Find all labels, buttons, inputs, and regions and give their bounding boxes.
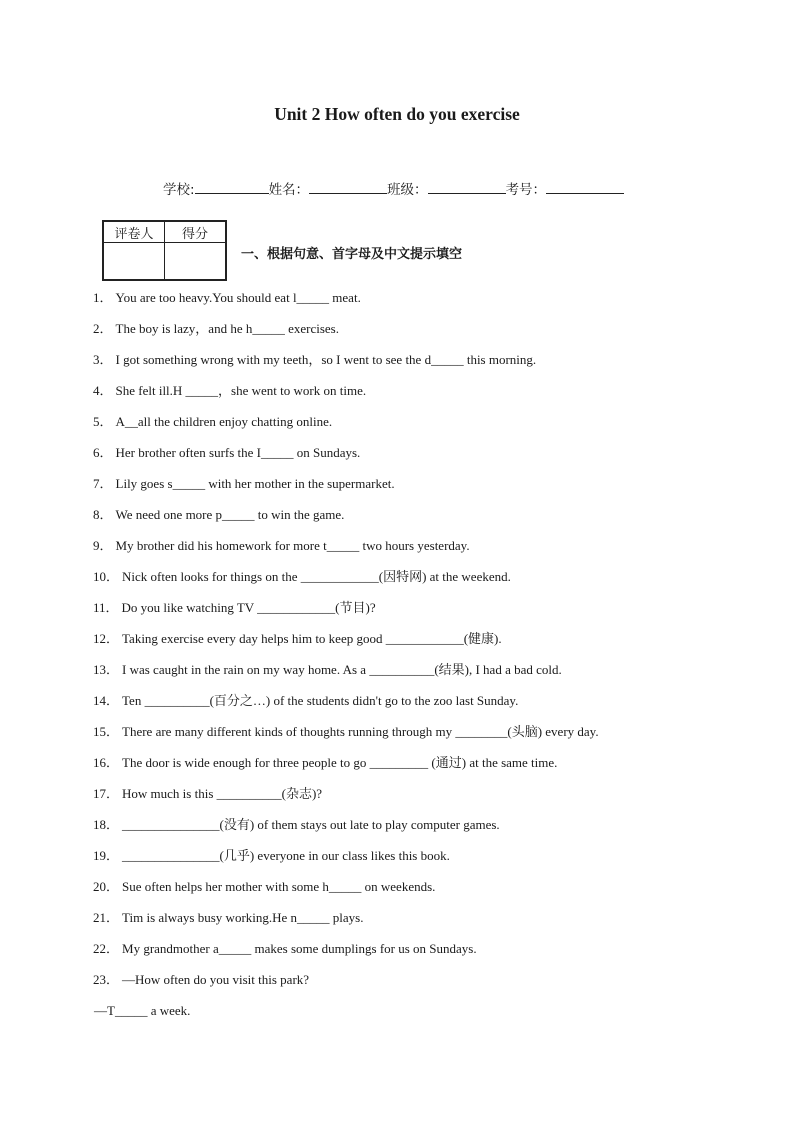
- question-text: Taking exercise every day helps him to keep good ____________(健康).: [122, 631, 502, 646]
- grader-header: 评卷人: [103, 221, 165, 243]
- question-item: [93, 507, 753, 538]
- score-header: 得分: [165, 221, 227, 243]
- name-blank: [309, 181, 387, 194]
- question-number: 6．: [93, 445, 113, 460]
- question-text: My grandmother a_____ makes some dumplings for us on Sundays.: [122, 941, 477, 956]
- question-number: 2．: [93, 321, 113, 336]
- question-item: [93, 972, 753, 1003]
- question-item: [93, 445, 753, 476]
- question-text: Her brother often surfs the I_____ on Sundays.: [115, 445, 361, 460]
- question-number: 10．: [93, 569, 120, 584]
- student-info-line: [163, 178, 624, 198]
- question-list: [93, 290, 753, 1034]
- question-item: [93, 848, 753, 879]
- question-number: 15．: [93, 724, 120, 739]
- question-text: Sue often helps her mother with some h_____ on weekends.: [122, 879, 436, 894]
- question-text: You are too heavy.You should eat l_____ meat.: [115, 290, 361, 305]
- question-number: 14．: [93, 693, 120, 708]
- question-text: There are many different kinds of thoughts running through my ________(头脑) every day.: [122, 724, 599, 739]
- class-label: 班级：: [387, 182, 428, 198]
- question-text: —T_____ a week.: [94, 1003, 191, 1018]
- question-text: I got something wrong with my teeth，so I went to see the d_____ this morning.: [115, 352, 537, 367]
- question-number: 7．: [93, 476, 113, 491]
- question-number: 3．: [93, 352, 113, 367]
- question-text: Nick often looks for things on the ____________(因特网) at the weekend.: [122, 569, 511, 584]
- question-item: [93, 693, 753, 724]
- question-text: _______________(没有) of them stays out late to play computer games.: [122, 817, 500, 832]
- question-number: 23．: [93, 972, 120, 987]
- question-item: [93, 600, 753, 631]
- question-item: [93, 476, 753, 507]
- class-blank: [428, 181, 506, 194]
- question-item: [93, 724, 753, 755]
- question-item: [93, 290, 753, 321]
- question-number: 4．: [93, 383, 113, 398]
- question-text: The door is wide enough for three people to go _________ (通过) at the same time.: [122, 755, 558, 770]
- question-text: Tim is always busy working.He n_____ plays.: [122, 910, 364, 925]
- exam-no-blank: [546, 181, 624, 194]
- question-item: [93, 941, 753, 972]
- question-text: She felt ill.H _____，she went to work on time.: [115, 383, 367, 398]
- question-item: [93, 631, 753, 662]
- school-blank: [195, 181, 269, 194]
- question-number: 21．: [93, 910, 120, 925]
- question-item: [93, 383, 753, 414]
- question-item: [93, 414, 753, 445]
- question-text: The boy is lazy，and he h_____ exercises.: [115, 321, 339, 336]
- school-label: 学校:: [163, 182, 195, 198]
- question-number: 17．: [93, 786, 120, 801]
- question-item: [93, 910, 753, 941]
- question-number: 9．: [93, 538, 113, 553]
- question-text: Do you like watching TV ____________(节目)?: [121, 600, 376, 615]
- question-text: _______________(几乎) everyone in our class likes this book.: [122, 848, 450, 863]
- question-text: My brother did his homework for more t_____ two hours yesterday.: [115, 538, 470, 553]
- question-text: Ten __________(百分之…) of the students didn't go to the zoo last Sunday.: [122, 693, 519, 708]
- question-text: A__all the children enjoy chatting online.: [115, 414, 333, 429]
- question-number: 12．: [93, 631, 120, 646]
- question-item: [93, 538, 753, 569]
- section-heading: 一、根据句意、首字母及中文提示填空: [241, 247, 463, 262]
- question-number: 19．: [93, 848, 120, 863]
- question-number: 18．: [93, 817, 120, 832]
- question-text: Lily goes s_____ with her mother in the supermarket.: [115, 476, 395, 491]
- question-item: [93, 569, 753, 600]
- question-number: 5．: [93, 414, 113, 429]
- question-item: [93, 786, 753, 817]
- question-text: How much is this __________(杂志)?: [122, 786, 323, 801]
- score-table: [102, 220, 227, 281]
- question-number: 8．: [93, 507, 113, 522]
- question-text: I was caught in the rain on my way home. As a __________(结果), I had a bad cold.: [122, 662, 562, 677]
- score-cell: [165, 243, 227, 281]
- question-number: 16．: [93, 755, 120, 770]
- question-item: [93, 817, 753, 848]
- question-text: —How often do you visit this park?: [122, 972, 310, 987]
- question-text: We need one more p_____ to win the game.: [115, 507, 345, 522]
- question-number: 20．: [93, 879, 120, 894]
- question-answer-line: [91, 1003, 753, 1034]
- question-number: 1．: [93, 290, 113, 305]
- page-title: Unit 2 How often do you exercise: [274, 104, 520, 124]
- grader-cell: [103, 243, 165, 281]
- exam-no-label: 考号：: [505, 182, 547, 198]
- question-number: 11．: [93, 600, 119, 615]
- question-item: [93, 321, 753, 352]
- question-item: [93, 755, 753, 786]
- name-label: 姓名：: [268, 182, 310, 198]
- question-item: [93, 662, 753, 693]
- question-number: 13．: [93, 662, 120, 677]
- question-number: 22．: [93, 941, 120, 956]
- question-item: [93, 352, 753, 383]
- question-item: [93, 879, 753, 910]
